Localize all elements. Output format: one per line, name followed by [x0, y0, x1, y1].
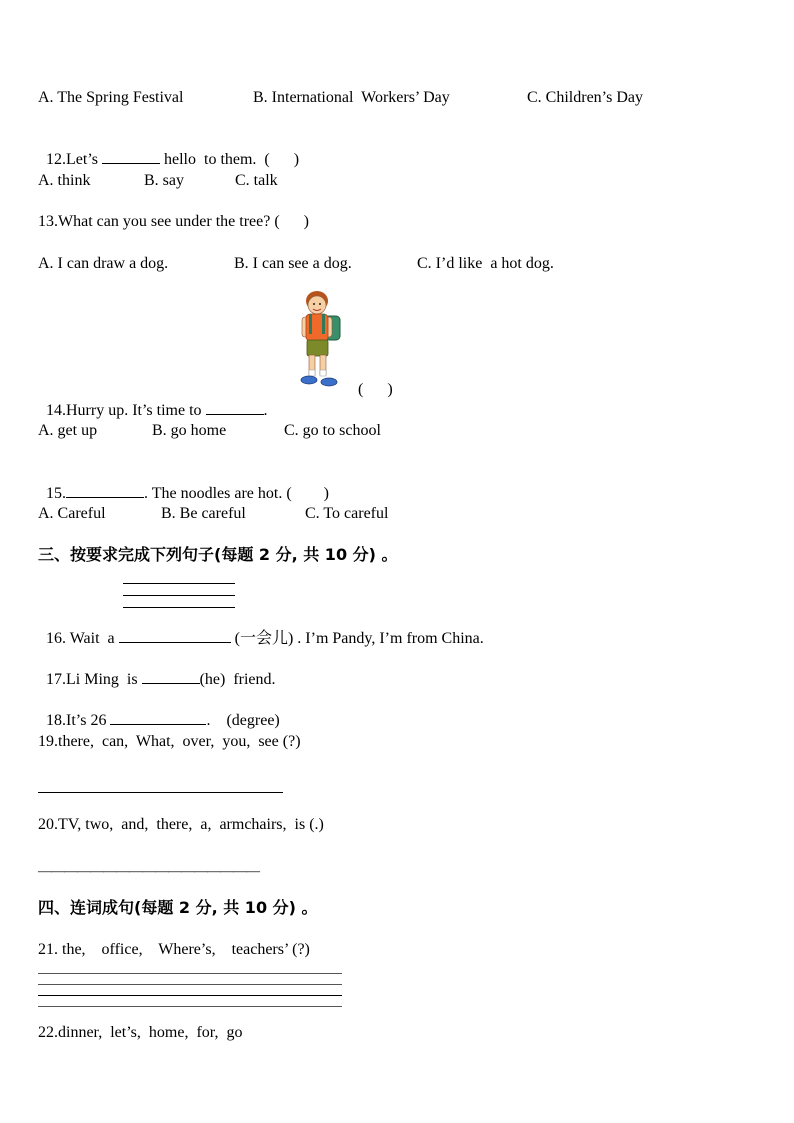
q11-option-c: C. Children’s Day — [527, 89, 643, 106]
q18-blank[interactable] — [110, 710, 206, 725]
q12-option-a: A. think — [38, 172, 91, 189]
q16-writing-line — [123, 595, 235, 596]
q14-option-c: C. go to school — [284, 422, 381, 439]
q14-option-b: B. go home — [152, 422, 227, 439]
q12-suffix: hello to them. ( ) — [160, 151, 300, 168]
q16-writing-line — [123, 583, 235, 584]
q16-blank[interactable] — [119, 628, 231, 643]
q12-option-c: C. talk — [235, 172, 278, 189]
boy-with-backpack-illustration — [296, 290, 346, 392]
q18-prefix: 18.It’s 26 — [46, 712, 111, 729]
q21-writing-line — [38, 973, 342, 974]
section-4-heading: 四、连词成句(每题 2 分, 共 10 分) 。 — [38, 898, 318, 917]
q15-option-a: A. Careful — [38, 505, 106, 522]
q11-option-b: B. International Workers’ Day — [253, 89, 450, 106]
q12-prefix: 12.Let’s — [46, 151, 102, 168]
q21-question: 21. the, office, Where’s, teachers’ (?) — [38, 941, 310, 958]
q17-prefix: 17.Li Ming is — [46, 671, 142, 688]
q14-option-a: A. get up — [38, 422, 98, 439]
q17-suffix: (he) friend. — [199, 671, 276, 688]
q12-blank[interactable] — [102, 149, 160, 164]
q13-option-a: A. I can draw a dog. — [38, 255, 169, 272]
q16-suffix: (一会儿) . I’m Pandy, I’m from China. — [230, 630, 484, 647]
section-3-heading: 三、按要求完成下列句子(每题 2 分, 共 10 分) 。 — [38, 545, 398, 564]
q12-option-b: B. say — [144, 172, 184, 189]
q15-blank[interactable] — [66, 483, 144, 498]
q19-answer-line[interactable] — [38, 792, 283, 793]
q15-question — [38, 463, 329, 504]
q15-prefix: 15. — [46, 485, 66, 502]
q13-option-c: C. I’d like a hot dog. — [417, 255, 554, 272]
q16-question — [38, 608, 484, 649]
q20-question: 20.TV, two, and, there, a, armchairs, is (.) — [38, 816, 324, 833]
q18-question — [38, 690, 280, 731]
q19-question: 19.there, can, What, over, you, see (?) — [38, 733, 301, 750]
q15-option-c: C. To careful — [305, 505, 389, 522]
q21-answer-line[interactable] — [38, 995, 342, 996]
q13-question: 13.What can you see under the tree? ( ) — [38, 213, 309, 230]
q22-question: 22.dinner, let’s, home, for, go — [38, 1024, 243, 1041]
q21-writing-line — [38, 1006, 342, 1007]
q15-suffix: . The noodles are hot. ( ) — [144, 485, 329, 502]
q21-writing-line — [38, 984, 342, 985]
q13-option-b: B. I can see a dog. — [234, 255, 352, 272]
q15-option-b: B. Be careful — [161, 505, 246, 522]
q17-blank[interactable] — [142, 669, 200, 684]
q14-suffix: . — [263, 402, 268, 419]
q17-question — [38, 649, 276, 690]
q14-answer-paren: ( ) — [358, 381, 393, 398]
q14-prefix: 14.Hurry up. It’s time to — [46, 402, 206, 419]
q12-question — [38, 129, 299, 170]
q11-option-a: A. The Spring Festival — [38, 89, 184, 106]
q18-suffix: . (degree) — [206, 712, 280, 729]
q20-answer-line[interactable]: ————————————————— — [38, 864, 259, 879]
q14-question — [38, 380, 268, 421]
q16-prefix: 16. Wait a — [46, 630, 119, 647]
q14-blank[interactable] — [206, 400, 264, 415]
